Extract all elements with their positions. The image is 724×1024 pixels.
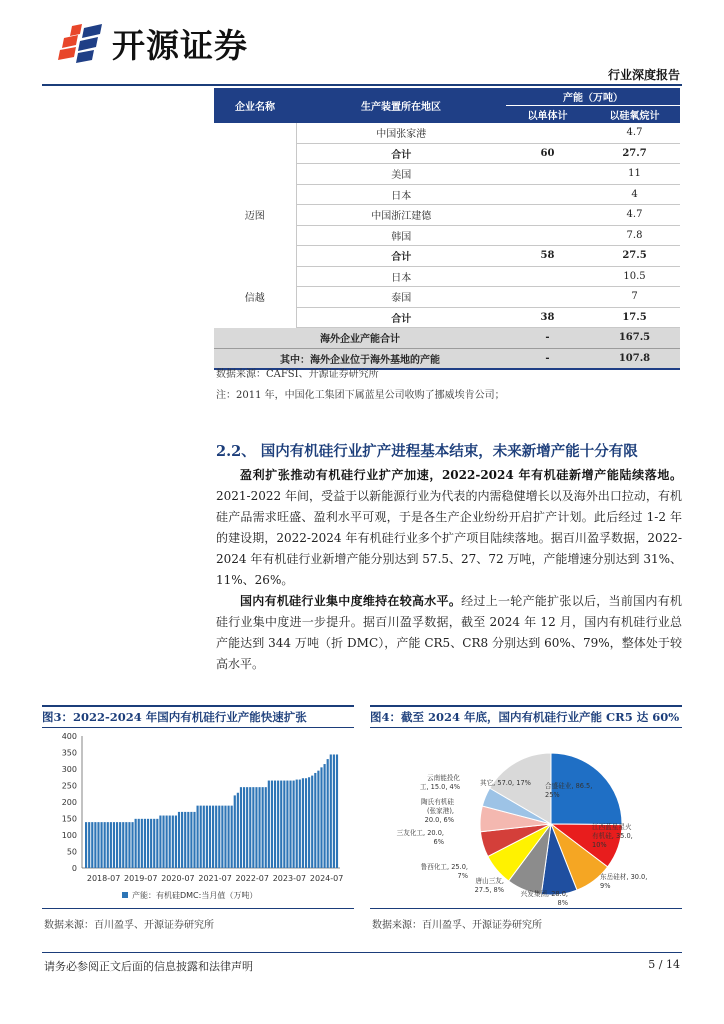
bar: [327, 759, 329, 868]
bar: [249, 787, 251, 868]
bar: [119, 822, 121, 868]
bar: [299, 780, 301, 868]
slice-label: 有机硅, 35.0,: [592, 832, 633, 840]
cell-monomer: 60: [506, 143, 589, 164]
bar: [268, 781, 270, 868]
bar: [100, 822, 102, 868]
cell-monomer: [506, 184, 589, 205]
table-row: [214, 307, 680, 328]
x-tick-label: 2022-07: [235, 874, 269, 883]
bar: [274, 781, 276, 868]
x-tick-label: 2018-07: [86, 874, 121, 883]
cell-siloxane: 167.5: [589, 328, 680, 349]
cell-company: [214, 123, 296, 143]
y-tick-label: 100: [61, 831, 77, 840]
bar: [156, 819, 158, 868]
page-number: 5 / 14: [648, 958, 680, 971]
paragraph-2-body: 经过上一轮产能扩张以后，当前国内有机硅行业集中度进一步提升。据百川盈孚数据，截至 2024 年 12 月，国内有机硅行业总产能达到 344 万吨（折 DMC），产能 CR5、CR8 分别达到 60%、79%，整体处于较高水平。: [216, 594, 682, 671]
slice-label: 9%: [600, 882, 611, 890]
table-row: [214, 287, 680, 308]
bar: [141, 819, 143, 868]
bar: [190, 812, 192, 868]
y-tick-label: 0: [71, 864, 77, 873]
bar: [277, 781, 279, 868]
fig3-bottom-rule: [42, 908, 354, 909]
table-row: [214, 184, 680, 205]
bar: [116, 822, 118, 868]
bar: [215, 806, 217, 868]
bar: [110, 822, 112, 868]
legend-label: 产能：有机硅DMC:当月值（万吨）: [132, 891, 258, 900]
cell-monomer: -: [506, 328, 589, 349]
bar: [169, 816, 171, 868]
table-row: [214, 143, 680, 164]
bar: [280, 781, 282, 868]
bar: [252, 787, 254, 868]
legend-swatch: [122, 892, 128, 898]
bar: [135, 819, 137, 868]
slice-label: 10%: [592, 841, 607, 849]
cell-monomer: [506, 164, 589, 185]
bar: [302, 778, 304, 868]
bar: [262, 787, 264, 868]
slice-label: 云南能投化: [427, 774, 460, 782]
paragraph-1: [216, 465, 682, 591]
slice-label: 其它, 57.0, 17%: [480, 779, 531, 787]
x-tick-label: 2019-07: [124, 874, 158, 883]
bar: [138, 819, 140, 868]
cell-location: 美国: [296, 164, 506, 185]
fig4-bottom-rule: [370, 908, 682, 909]
table-note: 注：2011 年，中国化工集团下属蓝星公司收购了挪威埃肯公司；: [216, 390, 505, 401]
x-tick-label: 2020-07: [161, 874, 195, 883]
bar: [206, 806, 208, 868]
slice-label: 7%: [457, 872, 468, 880]
fig3-title: 图3：2022-2024 年国内有机硅行业产能快速扩张: [42, 705, 354, 728]
x-tick-label: 2021-07: [198, 874, 232, 883]
bar: [265, 787, 267, 868]
cell-monomer: [506, 205, 589, 226]
slice-label: 6%: [433, 838, 444, 846]
bar: [104, 822, 106, 868]
bar: [296, 780, 298, 868]
cell-monomer: 58: [506, 246, 589, 267]
bar: [218, 806, 220, 868]
slice-label: 合盛硅业, 86.5,: [545, 782, 593, 790]
table-row: [214, 205, 680, 226]
bar: [178, 812, 180, 868]
cell-siloxane: 107.8: [589, 348, 680, 369]
bar: [255, 787, 257, 868]
cell-location: 合计: [296, 246, 506, 267]
bar: [289, 781, 291, 868]
th-siloxane: 以硅氧烷计: [589, 106, 680, 124]
bar: [128, 822, 130, 868]
bar: [283, 781, 285, 868]
footer-disclaimer: 请务必参阅正文后面的信息披露和法律声明: [44, 960, 253, 973]
bar: [175, 816, 177, 868]
y-tick-label: 350: [61, 748, 77, 758]
cell-siloxane: 4: [589, 184, 680, 205]
slice-label: 20.0, 6%: [424, 816, 454, 824]
bar: [88, 822, 90, 868]
cell-siloxane: 11: [589, 164, 680, 185]
bar: [184, 812, 186, 868]
y-tick-label: 250: [61, 781, 77, 791]
bar: [314, 773, 316, 868]
cell-company: [214, 307, 296, 328]
total-label: 其中：海外企业位于海外基地的产能: [214, 348, 506, 369]
bar: [224, 806, 226, 868]
bar: [330, 754, 332, 868]
header-rule: [42, 84, 682, 86]
fig4-title: 图4：截至 2024 年底，国内有机硅行业产能 CR5 达 60%: [370, 705, 682, 728]
slice-label: 东岳硅材, 30.0,: [600, 873, 648, 881]
bar: [324, 764, 326, 868]
bar: [231, 806, 233, 868]
cell-company: 迈图: [244, 211, 265, 223]
bar: [122, 822, 124, 868]
cell-monomer: -: [506, 348, 589, 369]
bar: [193, 812, 195, 868]
th-location: 生产装置所在地区: [296, 88, 506, 123]
x-tick-label: 2024-07: [309, 874, 344, 883]
capacity-table: [214, 88, 680, 370]
cell-siloxane: 4.7: [589, 205, 680, 226]
th-capacity: 产能（万吨）: [506, 88, 680, 106]
cell-location: 合计: [296, 307, 506, 328]
total-row: [214, 328, 680, 349]
slice-label: 工, 15.0, 4%: [419, 783, 460, 791]
cell-company: [214, 246, 296, 267]
th-monomer: 以单体计: [506, 106, 589, 124]
slice-label: 陶氏有机硅: [421, 798, 454, 806]
bar: [85, 822, 87, 868]
cell-siloxane: 4.7: [589, 123, 680, 143]
bar: [91, 822, 93, 868]
fig4-chart: [370, 728, 682, 908]
slice-label: 三友化工, 20.0,: [396, 829, 444, 837]
bar: [246, 787, 248, 868]
bar: [305, 778, 307, 868]
footer-rule: [42, 952, 682, 953]
bar: [308, 777, 310, 868]
bar: [227, 806, 229, 868]
fig3-chart: [42, 728, 354, 908]
cell-location: 中国张家港: [296, 123, 506, 143]
bar: [243, 787, 245, 868]
bar: [234, 795, 236, 868]
cell-monomer: [506, 123, 589, 143]
bar: [150, 819, 152, 868]
cell-monomer: [506, 266, 589, 287]
table-row: [214, 123, 680, 143]
slice-label: 兴发集团, 28.0,: [520, 890, 568, 898]
bar: [221, 806, 223, 868]
cell-siloxane: 10.5: [589, 266, 680, 287]
cell-siloxane: 7.8: [589, 225, 680, 246]
cell-company: [214, 143, 296, 164]
cell-location: 泰国: [296, 287, 506, 308]
bar: [200, 806, 202, 868]
bar: [144, 819, 146, 868]
x-tick-label: 2023-07: [272, 874, 307, 883]
bar: [97, 822, 99, 868]
fig3-source: 数据来源：百川盈孚、开源证券研究所: [44, 920, 214, 931]
bar: [209, 806, 211, 868]
cell-location: 合计: [296, 143, 506, 164]
cell-location: 韩国: [296, 225, 506, 246]
bar: [166, 816, 168, 868]
bar: [147, 819, 149, 868]
bar: [153, 819, 155, 868]
cell-monomer: [506, 225, 589, 246]
section-title: 2.2、 国内有机硅行业扩产进程基本结束，未来新增产能十分有限: [216, 443, 638, 460]
bar: [181, 812, 183, 868]
table-row: [214, 225, 680, 246]
bar: [336, 754, 338, 868]
bar: [94, 822, 96, 868]
cell-monomer: [506, 287, 589, 308]
slice-label: 27.5, 8%: [474, 886, 504, 894]
fig4-source: 数据来源：百川盈孚、开源证券研究所: [372, 920, 542, 931]
table-row: [214, 266, 680, 287]
cell-company: [214, 184, 296, 205]
y-tick-label: 400: [61, 732, 77, 741]
bar: [293, 781, 295, 868]
logo-text: 开源证券: [112, 26, 248, 65]
bar: [125, 822, 127, 868]
bar: [240, 787, 242, 868]
report-type: 行业深度报告: [607, 68, 680, 82]
bar: [203, 806, 205, 868]
slice-label: 江西蓝星星火: [592, 823, 632, 831]
total-label: 海外企业产能合计: [214, 328, 506, 349]
table-row: [214, 164, 680, 185]
y-tick-label: 150: [61, 814, 77, 824]
table-row: [214, 246, 680, 267]
cell-company: 信越: [244, 293, 265, 305]
bar: [237, 793, 239, 868]
bar: [317, 771, 319, 868]
bar: [172, 816, 174, 868]
cell-siloxane: 27.5: [589, 246, 680, 267]
cell-siloxane: 17.5: [589, 307, 680, 328]
cell-siloxane: 7: [589, 287, 680, 308]
y-tick-label: 300: [61, 765, 77, 774]
bar: [107, 822, 109, 868]
cell-location: 中国浙江建德: [296, 205, 506, 226]
bar: [311, 776, 313, 868]
bar: [286, 781, 288, 868]
cell-location: 日本: [296, 184, 506, 205]
y-tick-label: 200: [61, 798, 77, 807]
logo-icon: [58, 22, 106, 64]
slice-label: 鲁西化工, 25.0,: [420, 863, 468, 871]
slice-label: 25%: [545, 791, 560, 799]
cell-location: 日本: [296, 266, 506, 287]
bar: [197, 806, 199, 868]
bar: [320, 767, 322, 868]
bar: [113, 822, 115, 868]
bar: [159, 816, 161, 868]
bar: [162, 816, 164, 868]
bar: [187, 812, 189, 868]
bar: [271, 781, 273, 868]
paragraph-2: [216, 591, 682, 675]
slice-label: (张家港),: [426, 807, 454, 815]
slice-label: 唐山三友,: [475, 877, 504, 885]
paragraph-2-lead: 国内有机硅行业集中度维持在较高水平。: [240, 594, 462, 608]
bar: [131, 822, 133, 868]
y-tick-label: 50: [66, 847, 77, 857]
paragraph-1-lead: 盈利扩张推动有机硅行业扩产加速，2022-2024 年有机硅新增产能陆续落地。: [240, 468, 682, 482]
bar: [333, 754, 335, 868]
bar: [258, 787, 260, 868]
cell-company: [214, 164, 296, 185]
cell-monomer: 38: [506, 307, 589, 328]
cell-company: [214, 225, 296, 246]
bar: [212, 806, 214, 868]
cell-siloxane: 27.7: [589, 143, 680, 164]
paragraph-1-body: 2021-2022 年间，受益于以新能源行业为代表的内需稳健增长以及海外出口拉动，有机硅产品需求旺盛、盈利水平可观，于是各生产企业纷纷开启扩产计划。此后经过 1-2 年的建设期，2022-2024 年有机硅行业多个扩产项目陆续落地。据百川盈孚数据，2022-2024 年有机硅行业新增产能分别达到 57.5、27、72 万吨，产能增速分别达到 31%、11%、26%。: [216, 489, 682, 587]
table-source: 数据来源：CAFSI、开源证券研究所: [216, 369, 379, 380]
slice-label: 8%: [557, 899, 568, 907]
cell-company: [214, 266, 296, 287]
th-company: 企业名称: [214, 88, 296, 123]
